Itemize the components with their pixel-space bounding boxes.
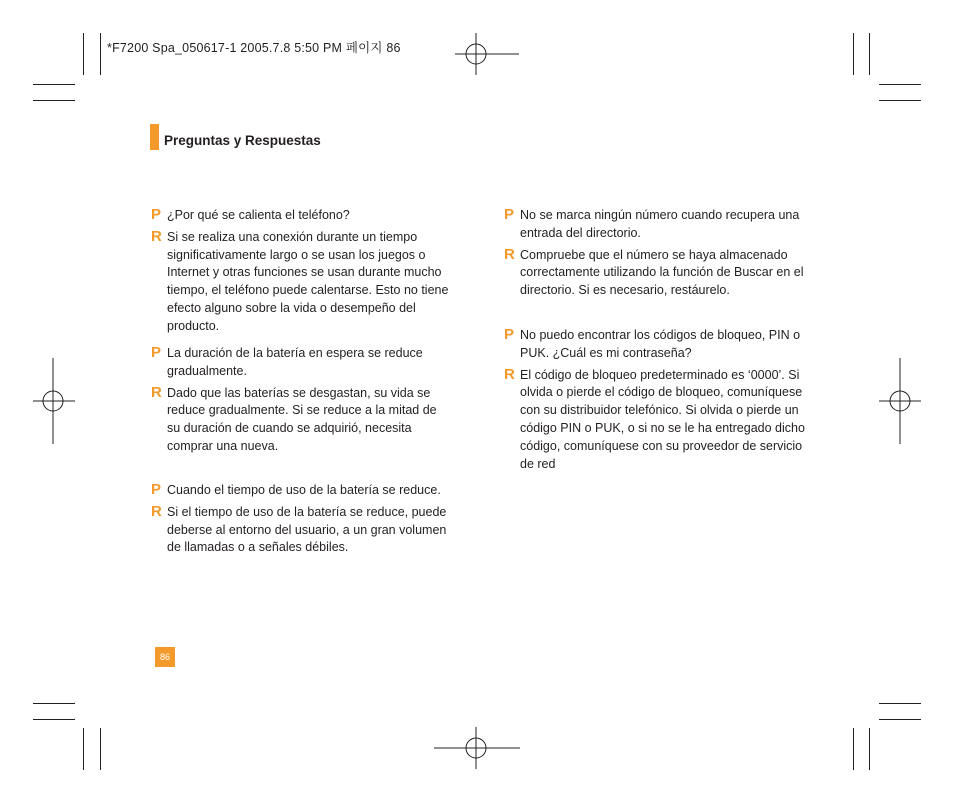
crop-mark-top-right-v1 bbox=[853, 33, 854, 75]
answer-text: El código de bloqueo predeterminado es ‘0000’. Si olvida o pierde el código de bloqueo, comuníquese con su distribuidor telefónico. Si olvida o pierde un código PIN o PUK, o si no se le ha entregado dicho código, comuníquese con su proveedor de servicio de red bbox=[520, 367, 805, 471]
qa-item bbox=[504, 327, 810, 473]
answer-marker: R bbox=[151, 502, 162, 520]
crop-mark-bottom-left-v1 bbox=[83, 728, 84, 770]
question-row bbox=[151, 345, 451, 381]
qa-item bbox=[504, 207, 814, 300]
question-text: La duración de la batería en espera se reduce gradualmente. bbox=[167, 346, 423, 378]
question-text: ¿Por qué se calienta el teléfono? bbox=[167, 208, 350, 222]
question-row bbox=[504, 207, 814, 243]
question-marker: P bbox=[151, 344, 162, 361]
answer-marker: R bbox=[504, 365, 515, 383]
crop-mark-bottom-left-h bbox=[33, 703, 75, 704]
answer-row bbox=[151, 229, 467, 336]
page-number-badge: 86 bbox=[155, 647, 175, 667]
crop-mark-bottom-right-v2 bbox=[869, 728, 870, 770]
crop-mark-bottom-right-h2 bbox=[879, 719, 921, 720]
question-marker: P bbox=[504, 206, 515, 223]
answer-row bbox=[504, 247, 814, 300]
question-text: Cuando el tiempo de uso de la batería se reduce. bbox=[167, 483, 441, 497]
qa-item bbox=[151, 207, 467, 336]
question-marker: P bbox=[151, 206, 162, 223]
answer-text: Si el tiempo de uso de la batería se reduce, puede deberse al entorno del usuario, a un gran volumen de llamadas o a señales débiles. bbox=[167, 504, 447, 555]
answer-text: Compruebe que el número se haya almacenado correctamente utilizando la función de Buscar en el directorio. Si es necesario, restáurelo. bbox=[520, 247, 804, 298]
answer-text: Si se realiza una conexión durante un tiempo significativamente largo o se usan los juegos o Internet y otras funciones se usan durante mucho tiempo, el teléfono puede calentarse. Esto no tiene efecto alguno sobre la vida o desempeño del producto. bbox=[167, 229, 449, 333]
crop-mark-top-left-v1 bbox=[83, 33, 84, 75]
crop-mark-top-left-v2 bbox=[100, 33, 101, 75]
question-row bbox=[151, 207, 467, 225]
registration-mark-right bbox=[879, 358, 921, 444]
answer-row bbox=[504, 367, 810, 474]
crop-mark-top-left-h2 bbox=[33, 100, 75, 101]
print-slug: *F7200 Spa_050617-1 2005.7.8 5:50 PM 페이지 86 bbox=[107, 41, 401, 55]
question-marker: P bbox=[151, 481, 162, 498]
section-accent-bar bbox=[150, 124, 159, 150]
crop-mark-top-right-h2 bbox=[879, 100, 921, 101]
crop-mark-top-right-v2 bbox=[869, 33, 870, 75]
crop-mark-bottom-left-h2 bbox=[33, 719, 75, 720]
answer-row bbox=[151, 385, 451, 456]
crop-mark-bottom-right-v1 bbox=[853, 728, 854, 770]
question-text: No se marca ningún número cuando recupera una entrada del directorio. bbox=[520, 208, 800, 240]
question-row bbox=[504, 327, 810, 363]
registration-mark-left bbox=[33, 358, 75, 444]
question-row bbox=[151, 482, 459, 500]
registration-mark-bottom bbox=[434, 727, 520, 769]
answer-text: Dado que las baterías se desgastan, su vida se reduce gradualmente. Si se reduce a la mitad de su duración de cuando se adquirió, necesita comprar una nueva. bbox=[167, 385, 437, 453]
answer-marker: R bbox=[151, 227, 162, 245]
crop-mark-top-right-h bbox=[879, 84, 921, 85]
crop-mark-bottom-right-h bbox=[879, 703, 921, 704]
crop-mark-bottom-left-v2 bbox=[100, 728, 101, 770]
question-marker: P bbox=[504, 326, 515, 343]
answer-marker: R bbox=[504, 245, 515, 263]
qa-item bbox=[151, 482, 459, 557]
answer-marker: R bbox=[151, 383, 162, 401]
crop-mark-top-left-h bbox=[33, 84, 75, 85]
answer-row bbox=[151, 504, 459, 557]
registration-mark-top bbox=[455, 33, 519, 75]
section-title: Preguntas y Respuestas bbox=[164, 133, 321, 148]
qa-item bbox=[151, 345, 451, 456]
question-text: No puedo encontrar los códigos de bloqueo, PIN o PUK. ¿Cuál es mi contraseña? bbox=[520, 328, 801, 360]
